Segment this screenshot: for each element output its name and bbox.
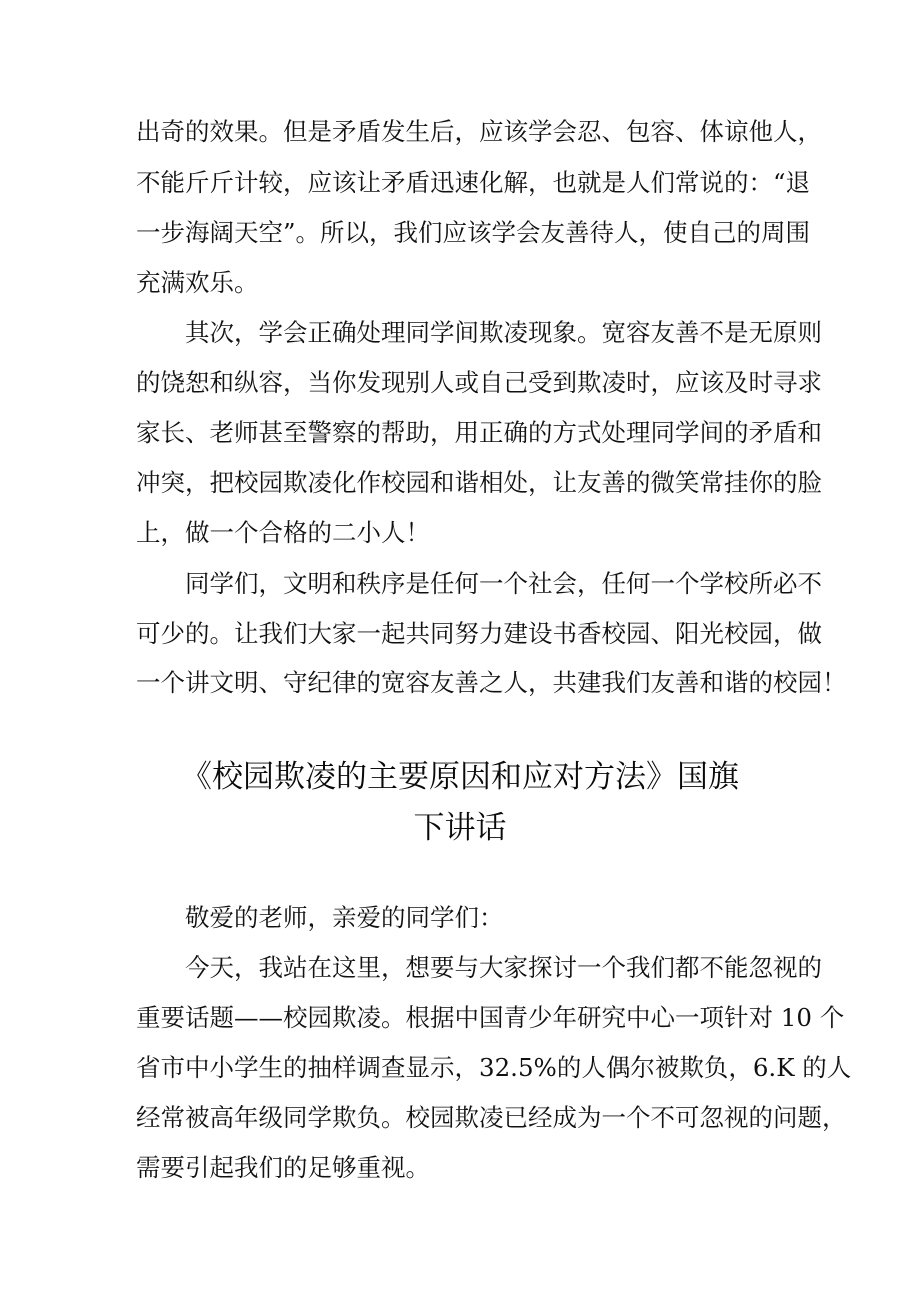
paragraph-line: 今天，我站在这里，想要与大家探讨一个我们都不能忽视的: [185, 953, 822, 982]
paragraph-line: 需要引起我们的足够重视。: [136, 1153, 430, 1182]
paragraph-line: 冲突，把校园欺凌化作校园和谐相处，让友善的微笑常挂你的脸: [136, 468, 822, 497]
paragraph-line: 不能斤斤计较，应该让矛盾迅速化解，也就是人们常说的：“退: [136, 168, 811, 197]
paragraph-line: 其次，学会正确处理同学间欺凌现象。宽容友善不是无原则: [185, 318, 822, 347]
document-title-line-2: 下讲话: [413, 810, 507, 846]
paragraph-line: 一个讲文明、守纪律的宽容友善之人，共建我们友善和谐的校园！: [136, 668, 847, 697]
paragraph-line: 一步海阔天空”。所以，我们应该学会友善待人，使自己的周围: [136, 218, 811, 247]
greeting: 敬爱的老师，亲爱的同学们：: [185, 903, 504, 932]
document-title-line-1: 《校园欺凌的主要原因和应对方法》国旗: [181, 759, 739, 795]
paragraph-line: 经常被高年级同学欺负。校园欺凌已经成为一个不可忽视的问题，: [136, 1103, 847, 1132]
paragraph-line: 上，做一个合格的二小人！: [136, 518, 430, 547]
paragraph-line: 省市中小学生的抽样调查显示，32.5%的人偶尔被欺负，6.K 的人: [136, 1053, 852, 1082]
paragraph-line: 同学们，文明和秩序是任何一个社会，任何一个学校所必不: [185, 569, 822, 598]
paragraph-line: 重要话题——校园欺凌。根据中国青少年研究中心一项针对 10 个: [136, 1003, 845, 1032]
paragraph-line: 出奇的效果。但是矛盾发生后，应该学会忍、包容、体谅他人，: [136, 117, 822, 146]
paragraph-line: 的饶恕和纵容，当你发现别人或自己受到欺凌时，应该及时寻求: [136, 368, 822, 397]
paragraph-line: 充满欢乐。: [136, 268, 259, 297]
paragraph-line: 家长、老师甚至警察的帮助，用正确的方式处理同学间的矛盾和: [136, 418, 822, 447]
paragraph-line: 可少的。让我们大家一起共同努力建设书香校园、阳光校园，做: [136, 619, 822, 648]
